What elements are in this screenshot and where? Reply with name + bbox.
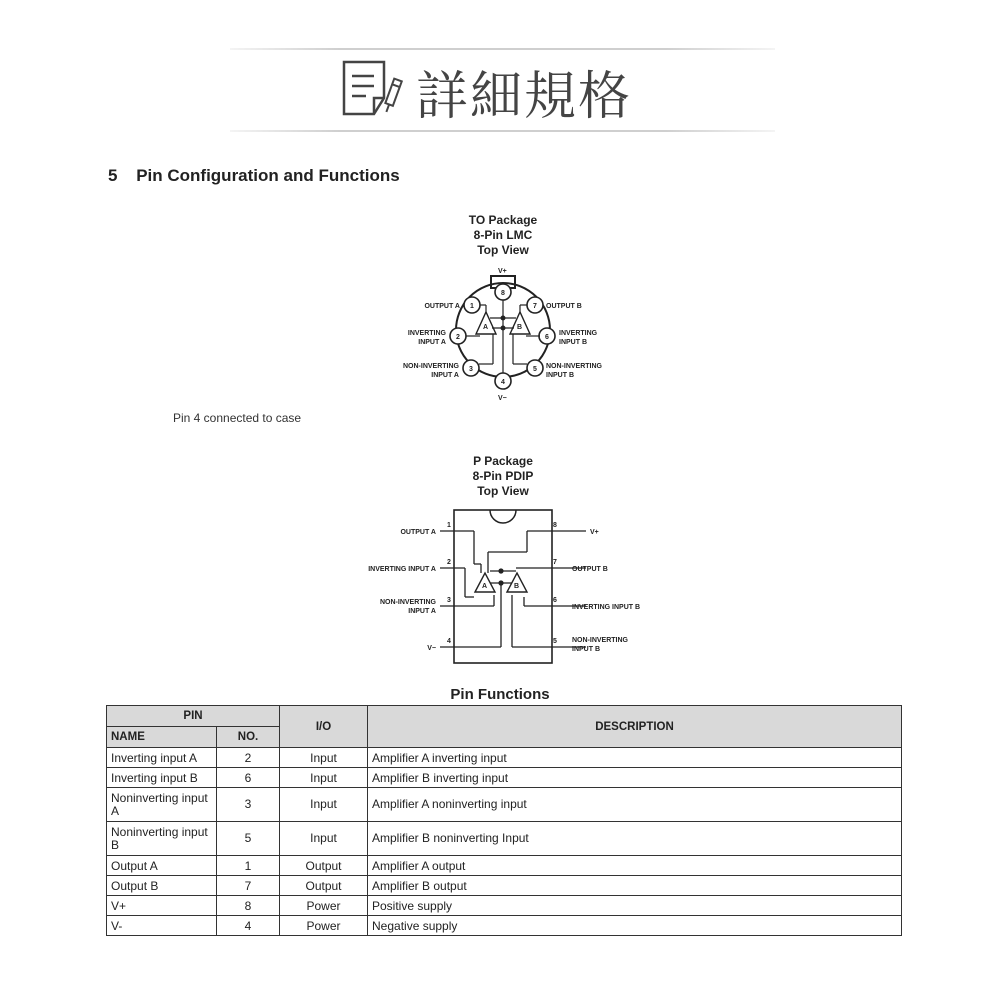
section-number: 5 — [108, 166, 118, 185]
to-pin-3: 3 — [469, 366, 473, 373]
cell-description: Negative supply — [368, 916, 902, 936]
cell-io: Output — [280, 856, 368, 876]
p-label-output-b: OUTPUT B — [572, 566, 608, 573]
case-note: Pin 4 connected to case — [173, 411, 302, 425]
p-package-title-line2: 8-Pin PDIP — [472, 469, 534, 483]
to-amp-b-label: B — [517, 324, 523, 331]
cell-no: 6 — [217, 768, 280, 788]
cell-io: Input — [280, 822, 368, 856]
table-row — [107, 916, 902, 936]
cell-no: 4 — [217, 916, 280, 936]
cell-description: Amplifier B noninverting Input — [368, 822, 902, 856]
section-title: Pin Configuration and Functions — [136, 166, 400, 185]
to-label-noninverting-b-2: INPUT B — [546, 372, 574, 379]
cell-no: 3 — [217, 788, 280, 822]
cell-name: V- — [107, 916, 217, 936]
p-label-noninverting-a-1: NON-INVERTING — [380, 599, 436, 606]
header-description: DESCRIPTION — [368, 706, 902, 748]
table-row — [107, 856, 902, 876]
cell-io: Input — [280, 788, 368, 822]
banner-bottom-divider — [230, 130, 775, 132]
to-label-noninverting-a-1: NON-INVERTING — [403, 363, 459, 370]
p-amp-a-label: A — [482, 583, 488, 590]
p-label-output-a: OUTPUT A — [400, 529, 436, 536]
cell-no: 1 — [217, 856, 280, 876]
to-pin-8: 8 — [501, 290, 505, 297]
section-heading — [108, 166, 400, 186]
p-package-title-line3: Top View — [477, 484, 529, 498]
cell-io: Output — [280, 876, 368, 896]
p-pin-2: 2 — [447, 559, 451, 566]
header-name: NAME — [107, 727, 217, 748]
to-vminus-label: V− — [498, 395, 507, 402]
to-pin-5: 5 — [533, 366, 537, 373]
p-label-inverting-a: INVERTING INPUT A — [368, 566, 436, 573]
cell-name: Noninverting input A — [107, 788, 217, 822]
to-label-inverting-b-2: INPUT B — [559, 339, 587, 346]
p-package-diagram — [340, 505, 670, 670]
to-package-title-line3: Top View — [477, 243, 529, 257]
p-package-title — [430, 454, 576, 499]
to-vplus-label: V+ — [498, 268, 507, 275]
to-package-title-line2: 8-Pin LMC — [473, 228, 533, 242]
to-package-title — [430, 213, 576, 258]
header-pin: PIN — [107, 706, 280, 727]
to-pin-4: 4 — [501, 379, 505, 386]
cell-name: Output A — [107, 856, 217, 876]
p-label-noninverting-a-2: INPUT A — [408, 608, 436, 615]
banner-title: 詳細規格 — [416, 66, 633, 127]
cell-no: 2 — [217, 748, 280, 768]
p-package-title-line1: P Package — [473, 454, 533, 468]
cell-description: Amplifier A output — [368, 856, 902, 876]
p-pin-1: 1 — [447, 522, 451, 529]
to-label-inverting-a-1: INVERTING — [407, 330, 446, 337]
to-label-output-a: OUTPUT A — [424, 303, 460, 310]
p-pin-4: 4 — [447, 638, 451, 645]
cell-name: Inverting input B — [107, 768, 217, 788]
p-amp-b-label: B — [514, 583, 520, 590]
document-pen-icon — [340, 58, 410, 125]
p-label-noninverting-b-2: INPUT B — [572, 646, 600, 653]
p-label-vplus: V+ — [590, 529, 599, 536]
to-pin-2: 2 — [456, 334, 460, 341]
cell-no: 5 — [217, 822, 280, 856]
cell-name: Output B — [107, 876, 217, 896]
cell-io: Input — [280, 748, 368, 768]
to-pin-1: 1 — [470, 303, 474, 310]
p-label-inverting-b: INVERTING INPUT B — [572, 604, 641, 611]
cell-name: Noninverting input B — [107, 822, 217, 856]
to-pin-6: 6 — [545, 334, 549, 341]
to-label-noninverting-b-1: NON-INVERTING — [546, 363, 602, 370]
pin-functions-table — [106, 705, 902, 936]
cell-name: Inverting input A — [107, 748, 217, 768]
p-pin-5: 5 — [553, 638, 557, 645]
table-row — [107, 876, 902, 896]
spec-banner — [340, 56, 670, 126]
p-pin-8: 8 — [553, 522, 557, 529]
to-label-output-b: OUTPUT B — [546, 303, 582, 310]
p-pin-6: 6 — [553, 597, 557, 604]
header-no: NO. — [217, 727, 280, 748]
p-label-vminus: V− — [427, 645, 436, 652]
table-row — [107, 748, 902, 768]
to-pin-7: 7 — [533, 303, 537, 310]
cell-io: Input — [280, 768, 368, 788]
cell-description: Amplifier B inverting input — [368, 768, 902, 788]
table-row — [107, 896, 902, 916]
cell-name: V+ — [107, 896, 217, 916]
to-package-title-line1: TO Package — [468, 213, 538, 227]
table-row — [107, 768, 902, 788]
to-package-diagram — [380, 262, 630, 406]
table-row — [107, 822, 902, 856]
cell-no: 8 — [217, 896, 280, 916]
to-amp-a-label: A — [483, 324, 489, 331]
cell-description: Positive supply — [368, 896, 902, 916]
cell-io: Power — [280, 916, 368, 936]
pin-functions-title: Pin Functions — [450, 686, 550, 703]
header-io: I/O — [280, 706, 368, 748]
to-label-noninverting-a-2: INPUT A — [431, 372, 459, 379]
cell-description: Amplifier A noninverting input — [368, 788, 902, 822]
cell-io: Power — [280, 896, 368, 916]
banner-top-divider — [230, 48, 775, 50]
cell-description: Amplifier A inverting input — [368, 748, 902, 768]
table-row — [107, 788, 902, 822]
cell-description: Amplifier B output — [368, 876, 902, 896]
p-pin-3: 3 — [447, 597, 451, 604]
p-pin-7: 7 — [553, 559, 557, 566]
to-label-inverting-a-2: INPUT A — [418, 339, 446, 346]
cell-no: 7 — [217, 876, 280, 896]
to-label-inverting-b-1: INVERTING — [559, 330, 598, 337]
p-label-noninverting-b-1: NON-INVERTING — [572, 637, 628, 644]
